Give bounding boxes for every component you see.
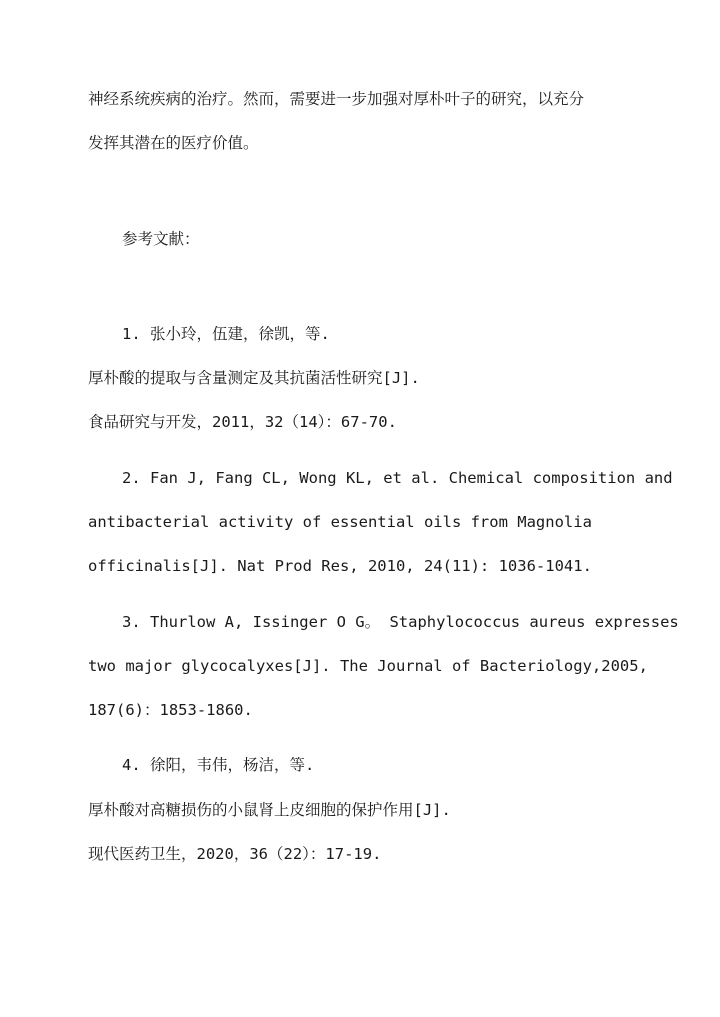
reference-1-line-3: 食品研究与开发，2011，32（14）：67-70. [88, 413, 397, 431]
reference-3-line-2: two major glycocalyxes[J]. The Journal of Bacteriology,2005, [88, 657, 648, 675]
reference-2-line-3: officinalis[J]. Nat Prod Res, 2010, 24(11): 1036-1041. [88, 557, 592, 575]
reference-4-line-1: 4. 徐阳，韦伟，杨洁，等. [122, 756, 315, 774]
intro-paragraph-line-2: 发挥其潜在的医疗价值。 [88, 134, 259, 152]
reference-1-line-1: 1. 张小玲，伍建，徐凯，等. [122, 325, 330, 343]
reference-4-line-2: 厚朴酸对高糖损伤的小鼠肾上皮细胞的保护作用[J]. [88, 801, 451, 819]
reference-4-line-3: 现代医药卫生，2020，36（22）：17-19. [88, 845, 382, 863]
references-heading: 参考文献： [122, 230, 200, 248]
reference-2-line-1: 2. Fan J, Fang CL, Wong KL, et al. Chemical composition and [122, 469, 673, 487]
reference-3-line-3: 187(6)：1853-1860. [88, 701, 253, 719]
intro-paragraph-line-1: 神经系统疾病的治疗。然而，需要进一步加强对厚朴叶子的研究，以充分 [88, 90, 585, 108]
reference-3-line-1: 3. Thurlow A, Issinger O G。 Staphylococcus aureus expresses [122, 613, 679, 631]
reference-2-line-2: antibacterial activity of essential oils from Magnolia [88, 513, 592, 531]
reference-1-line-2: 厚朴酸的提取与含量测定及其抗菌活性研究[J]. [88, 369, 420, 387]
